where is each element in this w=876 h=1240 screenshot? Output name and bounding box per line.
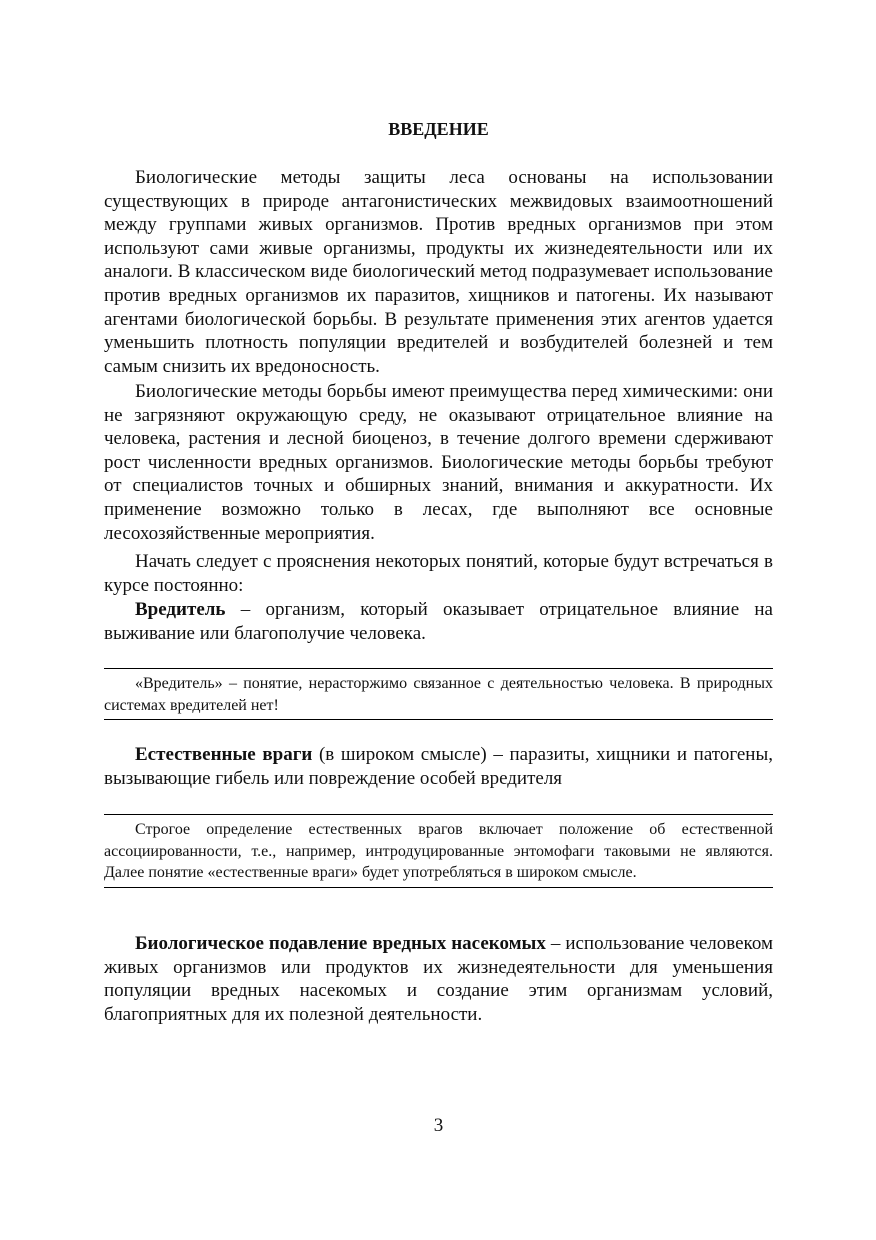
page-number: 3 [433, 1115, 444, 1136]
definition-pest-text: – организм, который оказывает отрицательное влияние на выживание или благополучие человека. [104, 599, 773, 644]
definition-pest-term: Вредитель [135, 599, 226, 620]
definition-biocontrol-term: Биологическое подавление вредных насекомых [135, 933, 546, 954]
note-box-natural-enemies [104, 814, 773, 888]
definition-biocontrol [104, 932, 773, 1026]
page-title: ВВЕДЕНИЕ [388, 119, 489, 139]
definition-natural-enemies-term: Естественные враги [135, 744, 313, 765]
intro-paragraph-2: Биологические методы борьбы имеют преимущества перед химическими: они не загрязняют окружающую среду, не оказывают отрицательное влияние на человека, растения и лесной биоценоз, в течение долгого времени сдерживают рост численности вредных организмов. Биологические методы борьбы требуют от специалистов точных и обширных знаний, внимания и аккуратности. Их применение возможно только в лесах, где выполняют все основные лесохозяйственные мероприятия. [104, 381, 773, 544]
definition-biocontrol-text: – использование человеком живых организмов или продуктов их жизнедеятельности для уменьшения популяции вредных насекомых и создание этим организмам условий, благоприятных для их полезной деятельности. [104, 933, 773, 1025]
intro-paragraph-3: Начать следует с прояснения некоторых понятий, которые будут встречаться в курсе постоянно: [104, 551, 773, 596]
definition-natural-enemies [104, 743, 773, 790]
note-natural-enemies-text: Строгое определение естественных врагов включает положение об естественной ассоциированности, т.е., например, интродуцированные энтомофаги таковыми не являются. Далее понятие «естественные враги» будет употребляться в широком смысле. [104, 821, 773, 881]
definition-natural-enemies-text: (в широком смысле) – паразиты, хищники и патогены, вызывающие гибель или повреждение особей вредителя [104, 744, 773, 789]
definition-pest [104, 598, 773, 645]
note-box-pest [104, 668, 773, 720]
intro-paragraph-1: Биологические методы защиты леса основаны на использовании существующих в природе антагонистических межвидовых взаимоотношений между группами живых организмов. Против вредных организмов при этом используют сами живые организмы, продукты их жизнедеятельности или их аналоги. В классическом виде биологический метод подразумевает использование против вредных организмов их паразитов, хищников и патогены. Их называют агентами биологической борьбы. В результате применения этих агентов удается уменьшить плотность популяции вредителей и возбудителей болезней и тем самым снизить их вредоносность. [104, 167, 773, 377]
note-pest-text: «Вредитель» – понятие, нерасторжимо связанное с деятельностью человека. В природных системах вредителей нет! [104, 675, 773, 714]
